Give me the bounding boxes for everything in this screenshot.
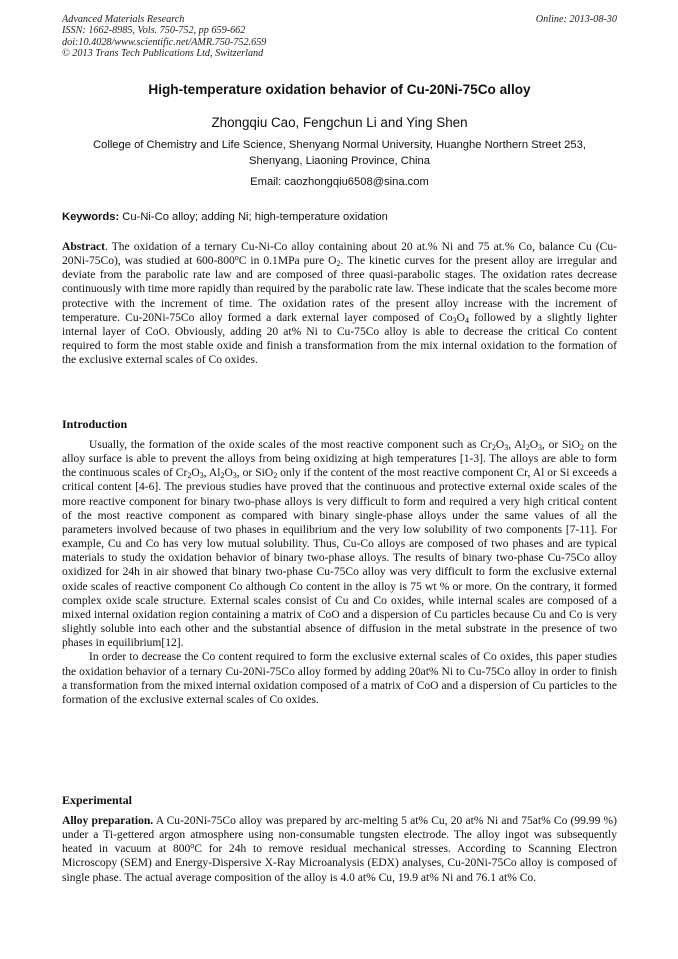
abstract-text: O [456, 311, 465, 324]
intro-text: , Al [203, 467, 221, 480]
subscript: 2 [187, 471, 192, 481]
author-email: Email: caozhongqiu6508@sina.com [250, 176, 429, 188]
abstract-text: . The oxidation of a ternary Cu-Ni-Co alloy containing about 20 at.% Ni and 75 at.% Co, balance Cu (Cu-20Ni-75Co), was studied at 600-800 [62, 241, 617, 268]
subscript: 2 [336, 259, 341, 269]
online-date: Online: 2013-08-30 [535, 14, 617, 25]
intro-text: O [224, 467, 233, 480]
intro-text: O [529, 439, 539, 451]
abstract-text: C in 0.1MPa pure O [238, 255, 337, 268]
subscript: 3 [452, 315, 457, 325]
experimental-heading: Experimental [62, 793, 132, 807]
journal-name: Advanced Materials Research [62, 14, 185, 25]
abstract-text: . The kinetic curves for the present alloy are irregular and deviate from the parabolic rate law and are composed of three quasi-parabolic stages. The oxidation rates decrease continuously with time more rapidly than required by the parabolic rate law. These indicate that the scales become more protective with the increment of time. The oxidation rates of the present alloy increase with the increment of temperature. Cu-20Ni-75Co alloy formed a dark external layer composed of Co [62, 255, 617, 324]
intro-text: O [495, 439, 505, 451]
affiliation-line: Shenyang, Liaoning Province, China [249, 154, 430, 167]
subscript: 3 [504, 443, 509, 452]
affiliation-line: College of Chemistry and Life Science, Shenyang Normal University, Huanghe Northern Street 253, [93, 139, 586, 151]
copyright-line: © 2013 Trans Tech Publications Ltd, Switzerland [62, 47, 264, 59]
keywords [62, 211, 617, 223]
subscript: 2 [525, 443, 530, 452]
degree-sup: o [234, 253, 239, 263]
subscript: 3 [232, 471, 237, 481]
subscript: 2 [273, 471, 278, 481]
intro-text: on the alloy surface is able to prevent the alloys from being oxidizing at high temperatures [1-3]. The alloys are able to form the continuous scales of Cr [62, 439, 617, 480]
issn-line: ISSN: 1662-8985, Vols. 750-752, pp 659-662 [62, 25, 246, 37]
journal-header [62, 14, 617, 59]
intro-text: , Al [508, 439, 526, 451]
alloy-preparation-label: Alloy preparation. [62, 815, 154, 827]
subscript: 3 [538, 443, 543, 452]
author-list: Zhongqiu Cao, Fengchun Li and Ying Shen [211, 115, 468, 130]
degree-sup: o [190, 841, 195, 851]
subscript: 3 [199, 471, 204, 481]
subscript: 2 [491, 443, 496, 452]
intro-text: Usually, the formation of the oxide scales of the most reactive component such as Cr [89, 439, 492, 451]
abstract [62, 240, 617, 367]
abstract-label: Abstract [62, 241, 105, 253]
subscript: 2 [579, 443, 584, 452]
introduction-body [62, 438, 617, 707]
keywords-label: Keywords: [62, 211, 120, 223]
affiliation [62, 138, 617, 169]
intro-text: only if the content of the most reactive component Cr, Al or Si exceeds a critical content [4-6]. The previous studies have proved that the continuous and protective external oxide scales of the more reactive component for binary two-phase alloys is very difficult to form and required a very high critical content of the most reactive component as compared with binary single-phase alloys under the same values of all the parameters involved because of two phases in equilibrium and the very low solubility of two components [7-11]. For example, Cu and Co has very low mutual solubility. Thus, Cu-Co alloys are composed of two phases and are typical materials to study the oxidation behavior of binary two-phase alloys. The results of binary two-phase Cu-75Co alloy oxidized for 24h in air showed that binary two-phase Cu-75Co alloy was very difficult to form the exclusive external oxide scales of reactive component Co although Co content in the alloy is 75 wt % or more. On the contrary, it formed complex oxide scale structure. External scales consist of Cu and Co oxides, while internal scales are composed of a mixed internal oxidation region containing a matrix of CoO and a dispersion of Cu particles because Cu and Co is very slightly soluble into each other and the substantial absence of diffusion in the metal substrate in the presence of two phases in equilibrium[12]. [62, 467, 618, 650]
keywords-text: Cu-Ni-Co alloy; adding Ni; high-temperature oxidation [119, 211, 388, 223]
subscript: 2 [220, 471, 225, 481]
subscript: 4 [464, 315, 469, 325]
experimental-text: A Cu-20Ni-75Co alloy was prepared by arc-melting 5 at% Cu, 20 at% Ni and 75at% Co (99.99 %) under a Ti-gettered argon atmosphere using non-consumable tungsten electrode. The alloy ingot was subsequently heated in vacuum at 800 [62, 815, 617, 856]
introduction-heading: Introduction [62, 417, 128, 431]
intro-text: O [191, 467, 200, 480]
experimental-body [62, 814, 617, 885]
intro-text: , or SiO [542, 439, 580, 451]
intro-paragraph [62, 438, 617, 650]
experimental-text: C for 24h to remove residual mechanical stresses. According to Scanning Electron Microscopy (SEM) and Energy-Dispersive X-Ray Microanalysis (EDX) analyses, Cu-20Ni-75Co alloy is composed of single phase. The actual average composition of the alloy is 4.0 at% Cu, 19.9 at% Ni and 76.1 at% Co. [62, 843, 617, 884]
paper-title: High-temperature oxidation behavior of Cu-20Ni-75Co alloy [148, 82, 531, 97]
intro-text: , or SiO [236, 467, 274, 480]
abstract-text: followed by a slightly lighter internal layer of CoO. Obviously, adding 20 at% Ni to Cu-75Co alloy is able to decrease the critical Co content required to form the most stable oxide and finish a transformation from the mix internal oxidation to the formation of the exclusive external scales of Co oxides. [62, 311, 617, 367]
intro-paragraph: In order to decrease the Co content required to form the exclusive external scales of Co oxides, this paper studies the oxidation behavior of a ternary Cu-20Ni-75Co alloy formed by adding 20at% Ni to Cu-75Co alloy in order to finish a transformation from the mixed internal oxidation composed of a matrix of CoO and a dispersion of Cu particles to the formation of the exclusive external scales of Co oxides. [62, 651, 617, 706]
doi-line: doi:10.4028/www.scientific.net/AMR.750-752.659 [62, 36, 267, 48]
